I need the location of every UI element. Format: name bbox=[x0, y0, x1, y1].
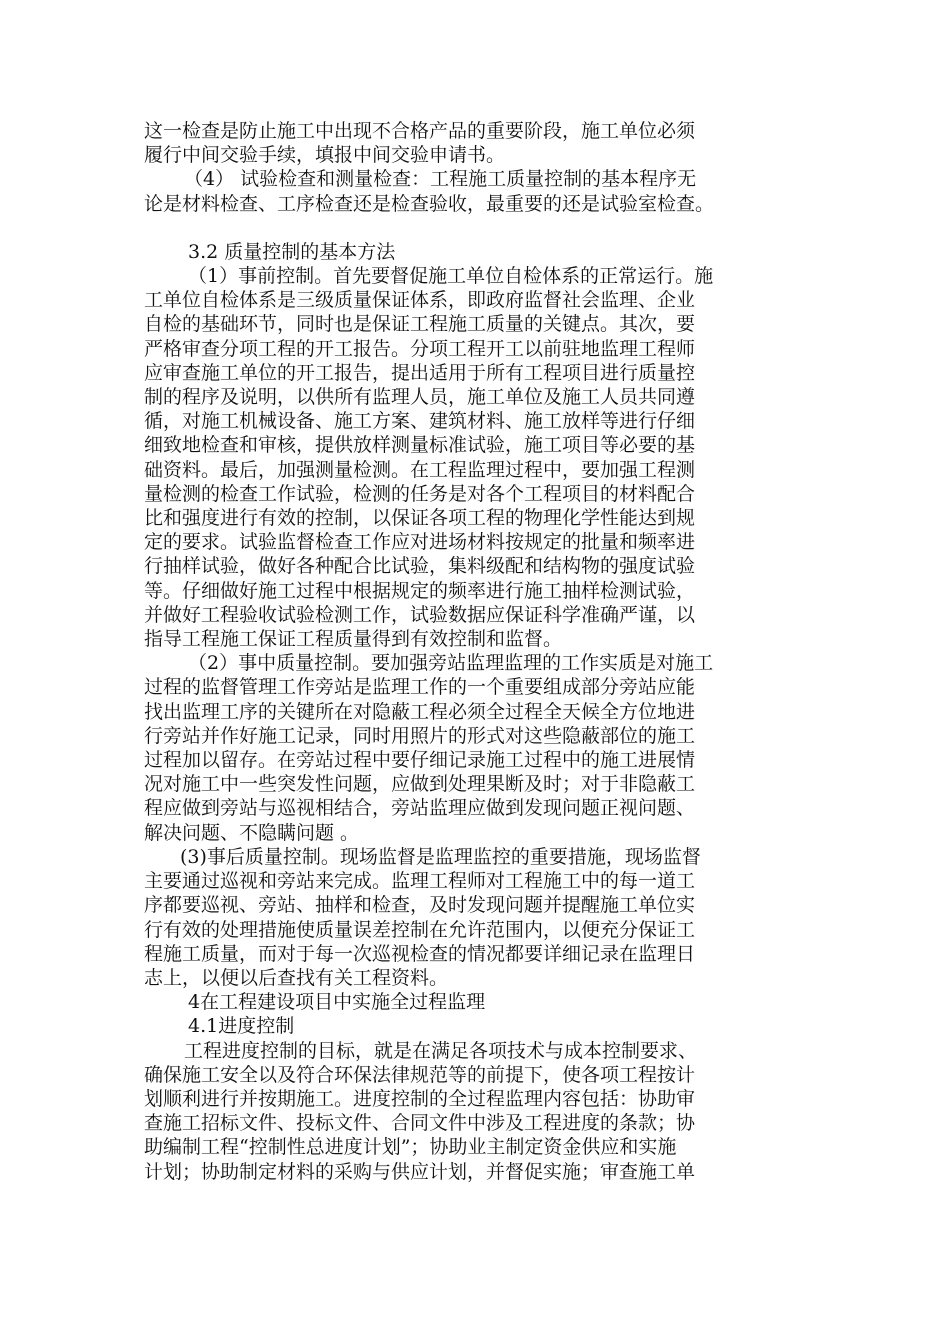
text-line: 应审查施工单位的开工报告，提出适用于所有工程项目进行质量控 bbox=[144, 361, 696, 384]
heading-text: 3.2 质量控制的基本方法 bbox=[188, 240, 396, 263]
paragraph bbox=[144, 651, 804, 845]
paragraph bbox=[144, 167, 804, 215]
text-line: 循，对施工机械设备、施工方案、建筑材料、施工放样等进行仔细 bbox=[144, 410, 696, 433]
text-line: 定的要求。试验监督检查工作应对进场材料按规定的批量和频率进 bbox=[144, 531, 696, 554]
paragraph bbox=[144, 1039, 804, 1184]
text-line: 过程加以留存。在旁站过程中要仔细记录施工过程中的施工进展情 bbox=[144, 749, 696, 772]
text-line: 解决问题、不隐瞒问题 。 bbox=[144, 821, 360, 844]
text-line: （1）事前控制。首先要督促施工单位自检体系的正常运行。施 bbox=[188, 265, 714, 288]
paragraph bbox=[144, 264, 804, 651]
text-line: 自检的基础环节，同时也是保证工程施工质量的关键点。其次，要 bbox=[144, 313, 696, 336]
text-line: 程应做到旁站与巡视相结合，旁站监理应做到发现问题正视问题、 bbox=[144, 797, 696, 820]
heading-text: 4.1进度控制 bbox=[188, 1015, 295, 1038]
text-line: 划顺利进行并按期施工。进度控制的全过程监理内容包括：协助审 bbox=[144, 1087, 696, 1110]
text-line: 工程进度控制的目标，就是在满足各项技术与成本控制要求、 bbox=[184, 1039, 698, 1062]
text-line: 计划；协助制定材料的采购与供应计划，并督促实施；审查施工单 bbox=[144, 1160, 696, 1183]
section-heading bbox=[144, 990, 804, 1014]
text-line: （4） 试验检查和测量检查：工程施工质量控制的基本程序无 bbox=[184, 168, 697, 191]
text-line: 工单位自检体系是三级质量保证体系，即政府监督社会监理、企业 bbox=[144, 289, 696, 312]
text-line: 程施工质量，而对于每一次巡视检查的情况都要详细记录在监理日 bbox=[144, 942, 696, 965]
paragraph bbox=[144, 845, 804, 990]
text-line: 履行中间交验手续，填报中间交验申请书。 bbox=[144, 144, 506, 167]
text-line: 行旁站并作好施工记录，同时用照片的形式对这些隐蔽部位的施工 bbox=[144, 724, 696, 747]
text-line: 量检测的检查工作试验，检测的任务是对各个工程项目的材料配合 bbox=[144, 482, 696, 505]
text-line: 主要通过巡视和旁站来完成。监理工程师对工程施工中的每一道工 bbox=[144, 870, 696, 893]
section-heading bbox=[144, 1014, 804, 1038]
text-line: 并做好工程验收试验检测工作，试验数据应保证科学准确严谨，以 bbox=[144, 603, 696, 626]
text-line: 严格审查分项工程的开工报告。分项工程开工以前驻地监理工程师 bbox=[144, 337, 696, 360]
text-line: 论是材料检查、工序检查还是检查验收，最重要的还是试验室检查。 bbox=[144, 192, 715, 215]
text-line: 行有效的处理措施使质量误差控制在允许范围内，以便充分保证工 bbox=[144, 918, 696, 941]
paragraph bbox=[144, 119, 804, 167]
text-line: 行抽样试验，做好各种配合比试验，集料级配和结构物的强度试验 bbox=[144, 555, 696, 578]
text-line: 况对施工中一些突发性问题，应做到处理果断及时；对于非隐蔽工 bbox=[144, 773, 696, 796]
text-line: 比和强度进行有效的控制，以保证各项工程的物理化学性能达到规 bbox=[144, 507, 696, 530]
text-line: 指导工程施工保证工程质量得到有效控制和监督。 bbox=[144, 628, 563, 651]
document-page bbox=[144, 119, 804, 1184]
paragraph-gap bbox=[144, 216, 804, 240]
text-line: 等。仔细做好施工过程中根据规定的频率进行施工抽样检测试验， bbox=[144, 579, 696, 602]
text-line: （2）事中质量控制。要加强旁站监理监理的工作实质是对施工 bbox=[188, 652, 714, 675]
text-line: 这一检查是防止施工中出现不合格产品的重要阶段，施工单位必须 bbox=[144, 120, 696, 142]
text-line: 确保施工安全以及符合环保法律规范等的前提下，使各项工程按计 bbox=[144, 1063, 696, 1086]
text-line: 助编制工程“控制性总进度计划”；协助业主制定资金供应和实施 bbox=[144, 1136, 677, 1159]
text-line: 查施工招标文件、投标文件、合同文件中涉及工程进度的条款；协 bbox=[144, 1112, 696, 1135]
text-line: 过程的监督管理工作旁站是监理工作的一个重要组成部分旁站应能 bbox=[144, 676, 696, 699]
text-line: 础资料。最后，加强测量检测。在工程监理过程中，要加强工程测 bbox=[144, 458, 696, 481]
text-line: 志上，以便以后查找有关工程资料。 bbox=[144, 966, 449, 989]
text-line: 序都要巡视、旁站、抽样和检查，及时发现问题并提醒施工单位实 bbox=[144, 894, 696, 917]
section-heading bbox=[144, 240, 804, 264]
heading-text: 4在工程建设项目中实施全过程监理 bbox=[188, 991, 486, 1014]
text-line: 细致地检查和审核，提供放样测量标准试验，施工项目等必要的基 bbox=[144, 434, 696, 457]
text-line: 制的程序及说明，以供所有监理人员，施工单位及施工人员共同遵 bbox=[144, 386, 696, 409]
text-line: 找出监理工序的关键所在对隐蔽工程必须全过程全天候全方位地进 bbox=[144, 700, 696, 723]
text-line: (3)事后质量控制。现场监督是监理监控的重要措施，现场监督 bbox=[180, 845, 701, 868]
